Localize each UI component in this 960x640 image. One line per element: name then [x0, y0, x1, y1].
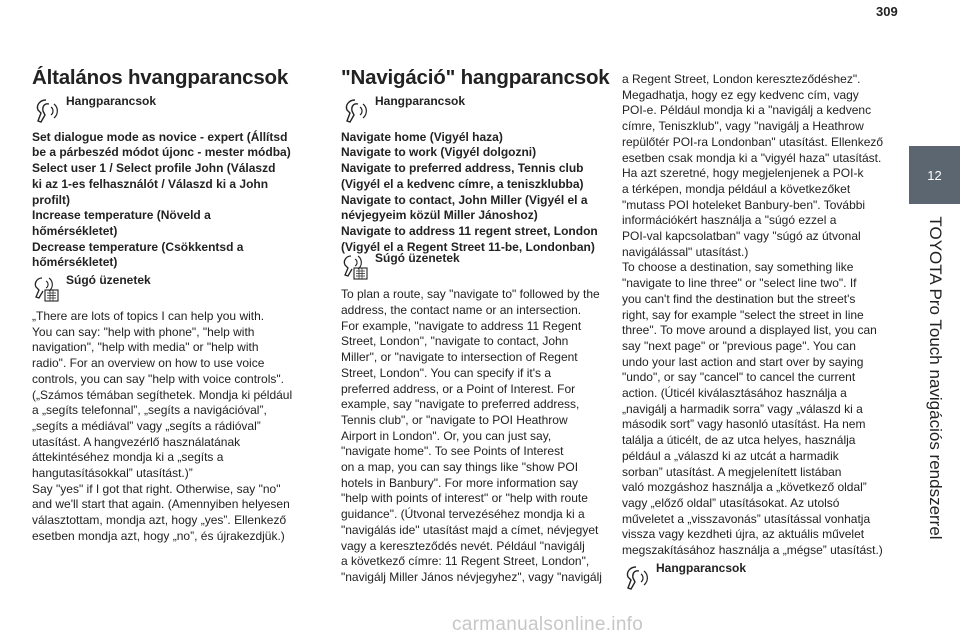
text-line: vissza vagy kezdheti újra, az aktuális művelet [622, 527, 865, 542]
help-line: guidance". (Útvonal tervezéséhez mondja ki a [341, 507, 585, 522]
help-text [341, 287, 611, 585]
text-line: To choose a destination, say something like [622, 260, 854, 275]
help-line: navigation", "help with media" or "help with [32, 340, 259, 355]
help-line: vagy a kereszteződés nevét. Például "navigálj [341, 538, 585, 553]
text-line: információkért használja a "súgó ezzel a [622, 213, 837, 228]
text-line: "mutass POI hoteleket Banbury-ben". További [622, 197, 866, 212]
command-line: hőmérsékletet) [32, 223, 118, 238]
command-line: Set dialogue mode as novice - expert (Állítsd [32, 129, 288, 144]
text-line: Ha azt szeretné, hogy megjelenjenek a POI-k [622, 166, 864, 181]
help-line: „segíts a médiával” vagy „segíts a rádióval” [32, 418, 261, 433]
text-line: say "next page" or "previous page". You can [622, 338, 856, 353]
commands-label: Hangparancsok [66, 93, 157, 108]
continued-text [622, 72, 892, 559]
command-line: ki az 1-es felhasználót / Válaszd ki a John [32, 176, 269, 191]
command-line: Navigate to preferred address, Tennis club [341, 161, 584, 176]
text-line: Megadhatja, hogy ez egy kedvenc cím, vagy [622, 87, 859, 102]
text-line: navigálással" utasítást.) [622, 244, 749, 259]
command-line: Navigate home (Vigyél haza) [341, 129, 503, 144]
help-line: esetben mondja azt, hogy „no”, és újrakezdjük.) [32, 528, 285, 543]
help-line: Say "yes" if I got that right. Otherwise, say "no" [32, 481, 281, 496]
commands-label-row [341, 94, 611, 124]
help-line: Street, London", "navigate to contact, John [341, 334, 569, 349]
help-label-row [341, 251, 611, 281]
help-line: utasítást. A hangvezérlő használatának [32, 434, 241, 449]
commands-label: Hangparancsok [656, 560, 747, 575]
text-line: right, say for example "select the street in line [622, 307, 864, 322]
text-line: címre, Teniszklub", vagy "navigálj a Heathrow [622, 119, 864, 134]
column-general-commands [32, 66, 327, 545]
section-heading: Általános hvangparancsok [32, 66, 289, 89]
help-line: hotels in Banbury". For more information say [341, 475, 579, 490]
help-line: preferred address, or a Point of Interest. For [341, 381, 576, 396]
help-label: Súgó üzenetek [375, 251, 460, 266]
help-line: example, say "navigate to preferred address, [341, 397, 580, 412]
help-line: „There are lots of topics I can help you with. [32, 309, 265, 324]
help-line: Miller", or "navigate to intersection of Regent [341, 350, 578, 365]
help-line: "navigate home". To see Points of Interest [341, 444, 564, 459]
text-line: undo your last action and start over by saying [622, 354, 864, 369]
voice-help-icon [341, 253, 371, 281]
command-line: Navigate to contact, John Miller (Vigyél el a [341, 192, 588, 207]
text-line: POI-val kapcsolatban" vagy "súgó az útvonal [622, 229, 861, 244]
help-line: and we'll start that again. (Amennyiben helyesen [32, 497, 290, 512]
command-line: hőmérsékletet) [32, 255, 118, 270]
commands-label-row [622, 561, 892, 591]
help-line: („Számos témában segíthetek. Mondja ki például [32, 387, 293, 402]
text-line: "undo", or say "cancel" to cancel the current [622, 370, 856, 385]
help-line: address, the contact name or an intersection. [341, 303, 582, 318]
text-line: sorban” utasítást. A megjelenített listában [622, 464, 842, 479]
text-line: vagy „előző oldal” utasításokat. Az utolsó [622, 495, 840, 510]
command-line: (Vigyél el a Regent Street 11-be, Londonban) [341, 239, 595, 254]
command-line: Decrease temperature (Csökkentsd a [32, 239, 244, 254]
help-line: választottam, mondja azt, hogy „yes”. Ellenkező [32, 513, 287, 528]
help-line: radio". For an overview on how to use voice [32, 356, 265, 371]
text-line: második sort” vagy hasonló utasítást. Ha nem [622, 417, 866, 432]
command-line: profilt) [32, 192, 70, 207]
section-heading: "Navigáció" hangparancsok [341, 66, 610, 89]
text-line: you can't find the destination but the street's [622, 291, 856, 306]
commands-label-row [32, 94, 327, 124]
text-line: „navigálj a harmadik sorra” vagy „válaszd ki a [622, 401, 863, 416]
help-line: hangutasításokkal” utasítást.)” [32, 466, 193, 481]
command-list [32, 130, 327, 271]
help-line: áttekintéséhez mondja ki a „segíts a [32, 450, 224, 465]
voice-command-icon [622, 563, 652, 591]
command-line: névjegyeim közül Miller Jánoshoz) [341, 208, 538, 223]
help-line: "navigálás ide" utasítást majd a címet, névjegyet [341, 522, 599, 537]
help-line: You can say: "help with phone", "help with [32, 324, 255, 339]
help-line: Street, London". You can specify if it's a [341, 365, 552, 380]
help-label-row [32, 273, 327, 303]
command-line: (Vigyél el a kedvenc címre, a teniszklubba) [341, 176, 584, 191]
commands-label: Hangparancsok [375, 93, 466, 108]
help-line: "help with points of interest" or "help with route [341, 491, 588, 506]
voice-command-icon [341, 96, 371, 124]
text-line: való mozgáshoz használja a „következő oldal” [622, 480, 867, 495]
chapter-tab[interactable]: 12 [909, 146, 960, 204]
help-line: Tennis club", or "navigate to POI Heathrow [341, 412, 568, 427]
text-line: three". To move around a displayed list, you can [622, 323, 877, 338]
page-number: 309 [876, 4, 898, 19]
column-navigation-commands [341, 66, 611, 586]
text-line: találja a úticélt, de az utca helyes, használja [622, 433, 856, 448]
text-line: például a „válaszd ki az utcát a harmadik [622, 448, 839, 463]
voice-command-icon [32, 96, 62, 124]
help-line: For example, "navigate to address 11 Regent [341, 318, 582, 333]
help-line: controls, you can say "help with voice controls". [32, 371, 284, 386]
column-continued [622, 72, 892, 597]
text-line: esetben csak mondja ki a "vigyél haza" utasítást. [622, 150, 882, 165]
command-line: be a párbeszéd módot újonc - mester módba) [32, 145, 291, 160]
help-line: To plan a route, say "navigate to" followed by the [341, 287, 600, 302]
voice-help-icon [32, 275, 62, 303]
help-text [32, 309, 327, 545]
help-label: Súgó üzenetek [66, 273, 151, 288]
text-line: "navigate to line three" or "select line two". If [622, 276, 857, 291]
help-line: Airport in London". Or, you can just say, [341, 428, 552, 443]
text-line: POI-e. Például mondja ki a "navigálj a kedvenc [622, 103, 872, 118]
help-line: "navigálj Miller János névjegyhez", vagy "navigálj [341, 569, 602, 584]
text-line: megszakításához használja a „mégse” utasítást.) [622, 543, 883, 558]
help-line: on a map, you can say things like "show POI [341, 460, 579, 475]
text-line: a térképen, mondja például a következőket [622, 181, 851, 196]
help-line: a következő címre: 11 Regent Street, London", [341, 554, 590, 569]
text-line: repülőtér POI-ra Londonban" utasítást. Ellenkező [622, 134, 884, 149]
command-line: Increase temperature (Növeld a [32, 208, 211, 223]
text-line: műveletet a „visszavonás” utasítással vonhatja [622, 511, 871, 526]
command-line: Navigate to work (Vigyél dolgozni) [341, 145, 537, 160]
watermark: carmanualsonline.info [452, 614, 644, 635]
text-line: action. (Úticél kiválasztásához használja a [622, 386, 847, 401]
command-line: Navigate to address 11 regent street, London [341, 223, 598, 238]
command-line: Select user 1 / Select profile John (Válaszd [32, 161, 276, 176]
help-line: a „segíts telefonnal”, „segíts a navigációval”, [32, 403, 267, 418]
text-line: a Regent Street, London kereszteződéshez". [622, 72, 861, 86]
chapter-title: TOYOTA Pro Touch navigációs rendszerrel [926, 216, 945, 540]
command-list [341, 130, 611, 256]
